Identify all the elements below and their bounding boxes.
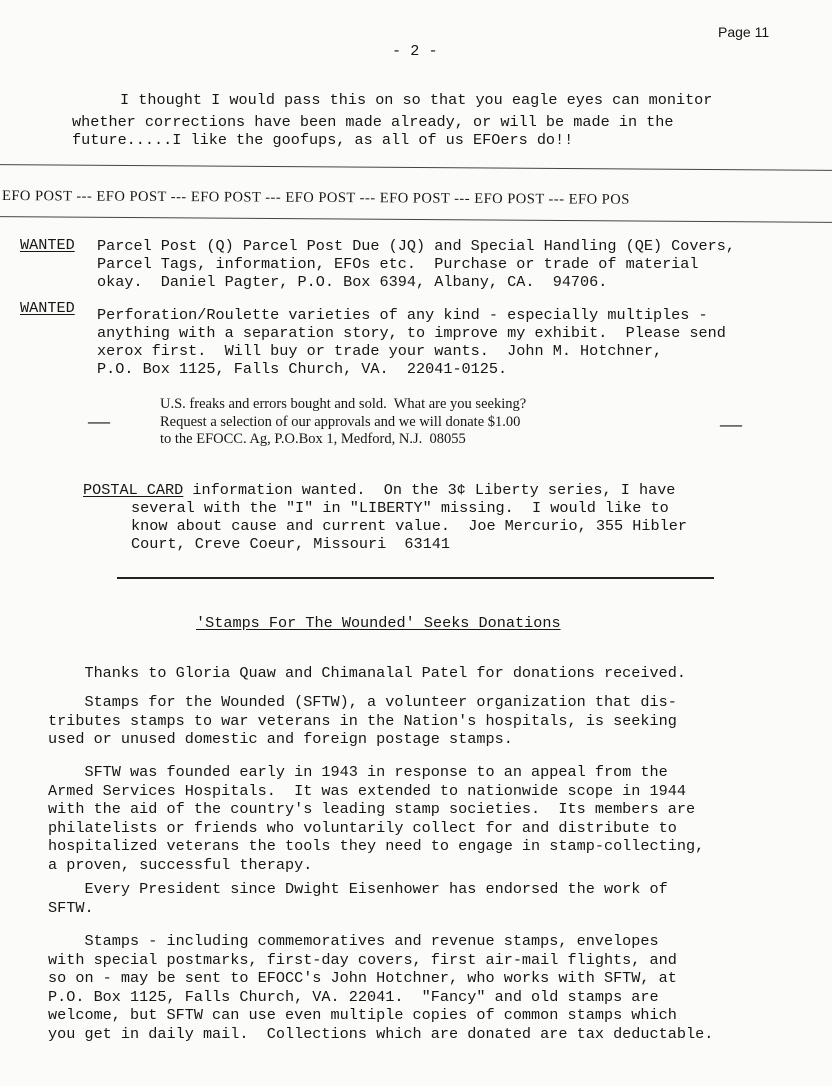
article-paragraph-line: with the aid of the country's leading stamp societies. Its members are xyxy=(48,800,696,819)
ad-label-wanted: WANTED xyxy=(20,299,75,317)
boxed-ad-dash-right: — xyxy=(720,411,742,436)
article-paragraph-line: SFTW. xyxy=(48,898,94,917)
efo-post-banner: EFO POST --- EFO POST --- EFO POST --- EFO POST --- EFO POST --- EFO POST --- EFO POS xyxy=(1,188,630,208)
article-paragraph-line: Thanks to Gloria Quaw and Chimanalal Patel for donations received. xyxy=(48,664,686,682)
divider-line xyxy=(0,216,832,223)
divider-line xyxy=(0,164,832,171)
article-paragraph-line: Every President since Dwight Eisenhower has endorsed the work of xyxy=(48,880,668,898)
ad-line: xerox first. Will buy or trade your wants. John M. Hotchner, xyxy=(97,342,663,360)
article-paragraph-line: used or unused domestic and foreign postage stamps. xyxy=(48,730,513,749)
boxed-ad-line: to the EFOCC. Ag, P.O.Box 1, Medford, N.J. 08055 xyxy=(160,431,466,447)
ad-line: Parcel Tags, information, EFOs etc. Purchase or trade of material xyxy=(97,255,699,273)
postal-card-label: POSTAL CARD xyxy=(83,481,184,499)
article-paragraph-line: philatelists or friends who voluntarily collect for and distribute to xyxy=(48,818,677,837)
article-paragraph-line: you get in daily mail. Collections which are donated are tax deductable. xyxy=(48,1025,714,1043)
ad-line: Perforation/Roulette varieties of any kind - especially multiples - xyxy=(97,306,708,324)
ad-line: Parcel Post (Q) Parcel Post Due (JQ) and Special Handling (QE) Covers, xyxy=(97,237,735,255)
postal-card-first-line: information wanted. On the 3¢ Liberty series, I have xyxy=(183,481,676,499)
article-paragraph-line: tributes stamps to war veterans in the Nation's hospitals, is seeking xyxy=(48,711,677,730)
divider-line xyxy=(117,577,714,579)
boxed-ad-line: U.S. freaks and errors bought and sold. What are you seeking? xyxy=(160,396,527,412)
article-paragraph-line: with special postmarks, first-day covers, first air-mail flights, and xyxy=(48,950,677,969)
article-paragraph-line: Stamps for the Wounded (SFTW), a volunteer organization that dis- xyxy=(48,693,677,711)
postal-card-line: several with the "I" in "LIBERTY" missing. I would like to xyxy=(131,499,669,517)
intro-line: future.....I like the goofups, as all of us EFOers do!! xyxy=(72,131,574,149)
article-paragraph-line: SFTW was founded early in 1943 in response to an appeal from the xyxy=(48,763,668,781)
article-paragraph-line: Armed Services Hospitals. It was extended to nationwide scope in 1944 xyxy=(48,781,686,800)
article-paragraph-line: a proven, successful therapy. xyxy=(48,856,313,874)
article-paragraph-line: welcome, but SFTW can use even multiple copies of common stamps which xyxy=(48,1006,677,1025)
article-title: 'Stamps For The Wounded' Seeks Donations xyxy=(196,614,561,632)
page-number: - 2 - xyxy=(392,42,438,60)
page-label: Page 11 xyxy=(718,24,770,40)
ad-line: P.O. Box 1125, Falls Church, VA. 22041-0125. xyxy=(97,360,508,378)
postal-card-line: Court, Creve Coeur, Missouri 63141 xyxy=(131,535,450,553)
ad-label-wanted: WANTED xyxy=(20,236,75,254)
intro-line: whether corrections have been made already, or will be made in the xyxy=(72,113,674,131)
boxed-ad-line: Request a selection of our approvals and we will donate $1.00 xyxy=(160,414,521,430)
ad-line: anything with a separation story, to improve my exhibit. Please send xyxy=(97,324,726,342)
postal-card-line: know about cause and current value. Joe Mercurio, 355 Hibler xyxy=(131,517,687,535)
boxed-ad-dash-left: — xyxy=(88,408,110,433)
postal-card-line xyxy=(83,481,675,499)
intro-line: I thought I would pass this on so that you eagle eyes can monitor xyxy=(120,91,713,109)
article-paragraph-line: hospitalized veterans the tools they need to engage in stamp-collecting, xyxy=(48,837,705,856)
article-paragraph-line: so on - may be sent to EFOCC's John Hotchner, who works with SFTW, at xyxy=(48,969,677,988)
article-paragraph-line: Stamps - including commemoratives and revenue stamps, envelopes xyxy=(48,932,659,950)
ad-line: okay. Daniel Pagter, P.O. Box 6394, Albany, CA. 94706. xyxy=(97,273,608,291)
article-paragraph-line: P.O. Box 1125, Falls Church, VA. 22041. "Fancy" and old stamps are xyxy=(48,987,659,1006)
